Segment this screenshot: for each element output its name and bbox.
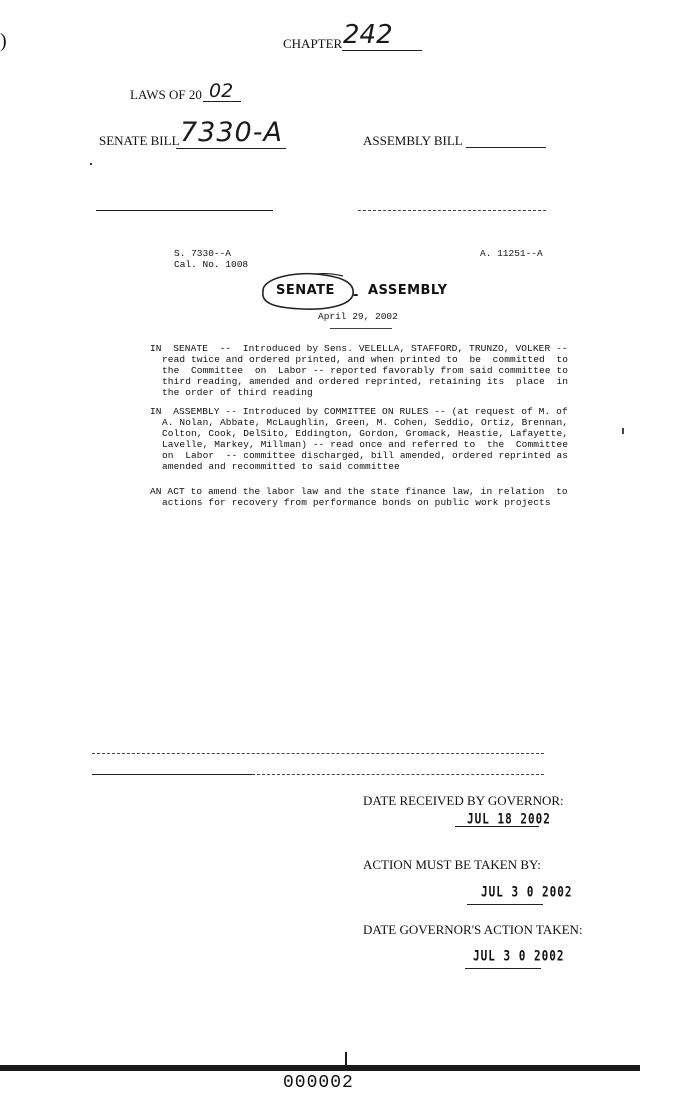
margin-mark: ) <box>0 30 7 52</box>
senate-line: IN SENATE -- Introduced by Sens. VELELLA, STAFFORD, TRUNZO, VOLKER -- <box>150 343 568 354</box>
laws-year: 02 <box>209 80 234 102</box>
date-received-label: DATE RECEIVED BY GOVERNOR: <box>363 793 564 808</box>
separator-line-bottom <box>92 774 252 775</box>
assembly-bill-label: ASSEMBLY BILL <box>363 133 463 148</box>
action-deadline-label: ACTION MUST BE TAKEN BY: <box>363 857 541 872</box>
senate-line: the Committee on Labor -- reported favorably from said committee to <box>162 365 569 376</box>
assembly-line: A. Nolan, Abbate, McLaughlin, Green, M. Cohen, Seddio, Ortiz, Brennan, <box>162 417 569 428</box>
senate-line: third reading, amended and ordered reprinted, retaining its place in <box>162 376 569 387</box>
action-taken-stamp: JUL 3 0 2002 <box>473 948 565 965</box>
scan-bar <box>0 1065 640 1071</box>
senate-print-number: S. 7330--A <box>174 248 232 259</box>
page-number: 000002 <box>283 1073 354 1093</box>
blank-line-right <box>358 210 546 211</box>
assembly-line: Colton, Cook, DelSito, Eddington, Gordon, Gromack, Heastie, Lafayette, <box>162 428 569 439</box>
assembly-line: Lavelle, Markey, Millman) -- read once and referred to the Committee <box>162 439 569 450</box>
action-deadline-underline <box>467 904 543 905</box>
senate-bill-label: SENATE BILL <box>99 133 180 148</box>
heading-dash: - <box>353 288 359 303</box>
senate-history-paragraph <box>150 343 568 398</box>
senate-bill-number: 7330-A <box>180 117 283 148</box>
date-rule <box>330 328 392 329</box>
separator-line-bottom-right <box>252 774 544 775</box>
date-received-underline <box>455 826 539 827</box>
assembly-line: IN ASSEMBLY -- Introduced by COMMITTEE ON RULES -- (at request of M. of <box>150 406 568 417</box>
laws-underline <box>203 101 241 102</box>
senate-heading: SENATE <box>276 283 335 298</box>
assembly-bill-underline <box>466 147 546 148</box>
assembly-line: on Labor -- committee discharged, bill amended, ordered reprinted as <box>162 450 569 461</box>
assembly-heading: ASSEMBLY <box>368 283 448 298</box>
calendar-number: Cal. No. 1008 <box>174 259 249 270</box>
senate-bill-underline <box>176 148 286 149</box>
stray-dot <box>90 163 92 165</box>
scan-bar-tick <box>345 1052 347 1066</box>
act-line: actions for recovery from performance bonds on public work projects <box>162 497 551 508</box>
laws-label: LAWS OF 20 <box>130 87 202 102</box>
chapter-number: 242 <box>343 20 393 50</box>
assembly-line: amended and recommitted to said committee <box>162 461 400 472</box>
blank-line-left <box>96 210 273 211</box>
bill-date: April 29, 2002 <box>318 311 398 322</box>
date-received-stamp: JUL 18 2002 <box>467 811 551 828</box>
assembly-print-number: A. 11251--A <box>480 248 543 259</box>
chapter-label: CHAPTER <box>283 36 343 51</box>
act-line: AN ACT to amend the labor law and the state finance law, in relation to <box>150 486 568 497</box>
senate-line: read twice and ordered printed, and when printed to be committed to <box>162 354 569 365</box>
action-deadline-stamp: JUL 3 0 2002 <box>481 884 573 901</box>
act-title-paragraph <box>150 486 568 508</box>
separator-line-top <box>92 753 544 754</box>
assembly-history-paragraph <box>150 406 568 472</box>
action-taken-underline <box>465 968 541 969</box>
margin-speck <box>622 428 624 434</box>
senate-line: the order of third reading <box>162 387 313 398</box>
action-taken-label: DATE GOVERNOR'S ACTION TAKEN: <box>363 922 583 937</box>
chapter-underline <box>342 50 422 51</box>
